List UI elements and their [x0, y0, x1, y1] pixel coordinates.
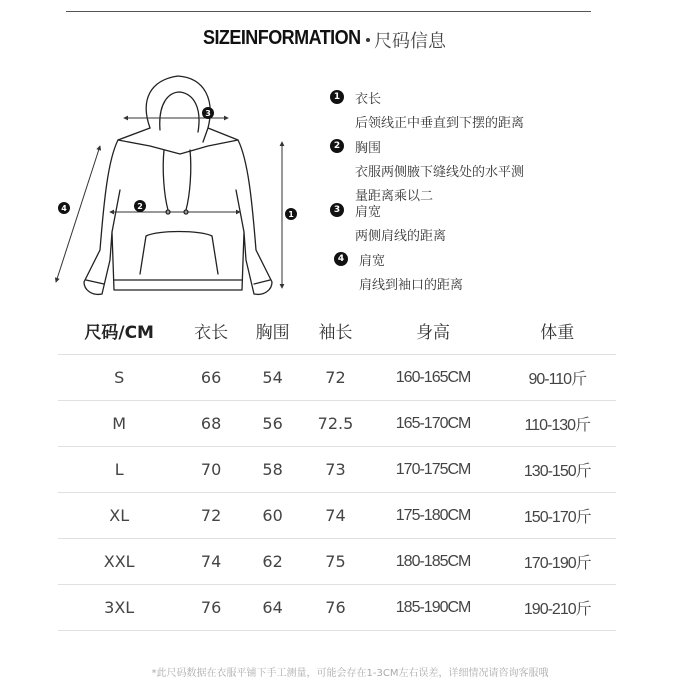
cell-length: 76: [180, 585, 242, 631]
cell-size: L: [58, 447, 180, 493]
cell-length: 68: [180, 401, 242, 447]
cell-height: 165-170CM: [368, 401, 499, 447]
top-divider: [66, 11, 591, 12]
marker-3-label: 3: [205, 109, 211, 118]
cell-size: S: [58, 355, 180, 401]
cell-height: 175-180CM: [368, 493, 499, 539]
column-header-sleeve: 袖长: [303, 306, 367, 355]
legend-number: 4: [334, 252, 348, 266]
cell-weight: 90-110斤: [499, 355, 616, 401]
marker-1-label: 1: [288, 210, 294, 219]
cell-weight: 110-130斤: [499, 401, 616, 447]
legend-description-line: 两侧肩线的距离: [355, 229, 447, 244]
cell-chest: 64: [242, 585, 304, 631]
cell-length: 66: [180, 355, 242, 401]
marker-4-label: 4: [61, 204, 67, 213]
legend-label: 衣长: [355, 92, 382, 107]
cell-weight: 190-210斤: [499, 585, 616, 631]
cell-size: 3XL: [58, 585, 180, 631]
table-row: [58, 493, 616, 539]
legend-description: [359, 274, 463, 298]
column-header-length: 衣长: [180, 306, 242, 355]
table-header-row: [58, 306, 616, 355]
column-header-chest: 胸围: [242, 306, 304, 355]
marker-2-label: 2: [137, 202, 143, 211]
cell-length: 70: [180, 447, 242, 493]
hoodie-outline: [84, 76, 272, 294]
cell-height: 180-185CM: [368, 539, 499, 585]
legend-label: 肩宽: [355, 205, 382, 220]
table-row: [58, 539, 616, 585]
cell-sleeve: 74: [303, 493, 367, 539]
legend-description-line: 后领线正中垂直到下摆的距离: [355, 116, 525, 131]
cell-chest: 54: [242, 355, 304, 401]
legend-description-line: 量距离乘以二: [355, 189, 434, 204]
size-table: [58, 306, 616, 631]
cell-weight: 130-150斤: [499, 447, 616, 493]
cell-weight: 170-190斤: [499, 539, 616, 585]
title-chinese: 尺码信息: [374, 31, 446, 52]
cell-sleeve: 72: [303, 355, 367, 401]
legend-description-line: 衣服两侧腋下缝线处的水平测: [355, 165, 525, 180]
column-header-height: 身高: [368, 306, 499, 355]
legend-description: [355, 112, 524, 136]
column-header-size: 尺码/CM: [58, 306, 180, 355]
legend-label: 胸围: [355, 141, 382, 156]
measurement-lines: [56, 118, 282, 288]
legend-description-line: 肩线到袖口的距离: [359, 278, 464, 293]
cell-size: XXL: [58, 539, 180, 585]
hoodie-measurement-diagram: [0, 60, 340, 320]
legend-description: [355, 225, 446, 249]
cell-chest: 60: [242, 493, 304, 539]
footnote: *此尺码数据在衣服平铺下手工测量，可能会存在1-3CM左右误差，详细情况请咨询客服哦: [151, 668, 549, 679]
legend-label: 肩宽: [359, 254, 386, 269]
legend-number: 2: [330, 139, 344, 153]
cell-length: 72: [180, 493, 242, 539]
cell-sleeve: 76: [303, 585, 367, 631]
table-row: [58, 447, 616, 493]
cell-sleeve: 73: [303, 447, 367, 493]
cell-height: 160-165CM: [368, 355, 499, 401]
column-header-weight: 体重: [499, 306, 616, 355]
cell-sleeve: 72.5: [303, 401, 367, 447]
legend-number: 3: [330, 203, 344, 217]
cell-size: M: [58, 401, 180, 447]
cell-length: 74: [180, 539, 242, 585]
cell-chest: 62: [242, 539, 304, 585]
cell-height: 170-175CM: [368, 447, 499, 493]
table-row: [58, 401, 616, 447]
cell-chest: 56: [242, 401, 304, 447]
page-header: [0, 24, 700, 60]
cell-size: XL: [58, 493, 180, 539]
title-english: SIZEINFORMATION: [203, 27, 361, 49]
legend-number: 1: [330, 90, 344, 104]
table-row: [58, 355, 616, 401]
cell-height: 185-190CM: [368, 585, 499, 631]
cell-sleeve: 75: [303, 539, 367, 585]
title-separator-dot: [366, 38, 370, 42]
cell-weight: 150-170斤: [499, 493, 616, 539]
table-row: [58, 585, 616, 631]
cell-chest: 58: [242, 447, 304, 493]
